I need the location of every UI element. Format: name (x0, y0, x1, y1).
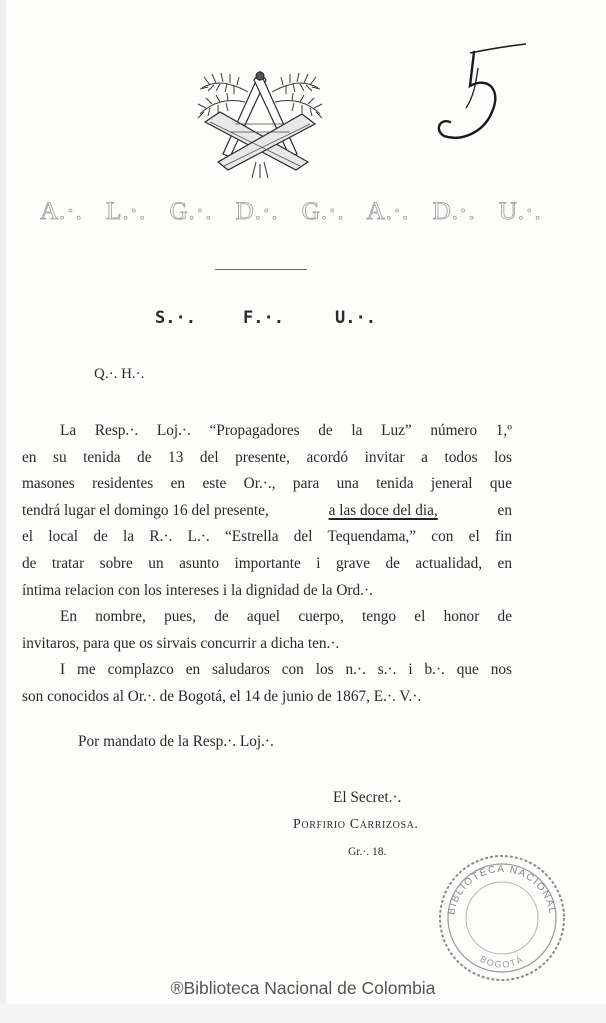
handwritten-page-number (430, 38, 530, 148)
invocation-abbr: D.·. (235, 198, 279, 225)
body-line: en su tenida de 13 del presente, acordó invitar a todos los (22, 448, 512, 466)
page-edge (0, 0, 6, 1023)
stamp-text: BOGOTÁ (478, 953, 526, 970)
signature-name: Porfirio Carrizosa. (293, 817, 419, 832)
letter-greeting: Q.·. H.·. (94, 366, 145, 382)
motto-abbr: F.·. (243, 308, 284, 328)
motto-line (155, 308, 415, 338)
copyright-credit: ®Biblioteca Nacional de Colombia (170, 978, 436, 998)
body-line: de tratar sobre un asunto importante i grave de actualidad, en (22, 554, 512, 572)
motto-abbr: U.·. (335, 308, 376, 328)
body-line: I me complazco en saludaros con los n.·. s.·. i b.·. que nos (60, 661, 512, 679)
stamp-text: BIBLIOTECA NACIONAL (446, 863, 558, 916)
invocation-abbr: L.·. (106, 198, 147, 225)
invocation-abbr: A.·. (40, 198, 83, 225)
invocation-abbr: G.·. (301, 198, 345, 225)
page-number-text: 5 (430, 38, 431, 39)
body-line: masones residentes en este Or.·., para una tenida jeneral que (22, 475, 512, 493)
body-line: íntima relacion con los intereses i la dignidad de la Ord.·. (22, 581, 373, 599)
mandate-line: Por mandato de la Resp.·. Loj.·. (78, 733, 274, 750)
divider-rule (215, 269, 307, 270)
invocation-abbr: G.·. (169, 198, 213, 225)
page-bottom-edge (0, 1004, 606, 1023)
signature-title: El Secret.·. (333, 789, 402, 806)
motto-abbr: S.·. (155, 308, 196, 328)
square-and-compass-emblem-icon (190, 62, 330, 180)
invocation-abbr: U.·. (498, 198, 542, 225)
underlined-time-phrase: a las doce del dia, (328, 501, 438, 519)
invocation-abbr: D.·. (432, 198, 476, 225)
signature-grade: Gr.·. 18. (348, 846, 387, 858)
body-line-segment: en (497, 501, 512, 519)
body-line: el local de la R.·. L.·. “Estrella del Tequendama,” con el fin (22, 528, 512, 546)
svg-text:BOGOTÁ (478, 954, 525, 970)
body-line-with-underline (22, 498, 512, 525)
svg-text:BIBLIOTECA NACIONAL (446, 864, 558, 916)
letter-body (22, 418, 512, 711)
body-line: La Resp.·. Loj.·. “Propagadores de la Luz” número 1,º (60, 422, 512, 439)
masonic-invocation-line (40, 198, 560, 232)
library-stamp-icon (432, 846, 572, 986)
body-line: En nombre, pues, de aquel cuerpo, tengo el honor de (60, 608, 512, 626)
invocation-abbr: A.·. (366, 198, 410, 225)
body-line-segment: tendrá lugar el domingo 16 del presente, (22, 501, 269, 519)
body-line: son conocidos al Or.·. de Bogotá, el 14 de junio de 1867, E.·. V.·. (22, 687, 422, 705)
body-line: invitaros, para que os sirvais concurrir a dicha ten.·. (22, 634, 340, 652)
